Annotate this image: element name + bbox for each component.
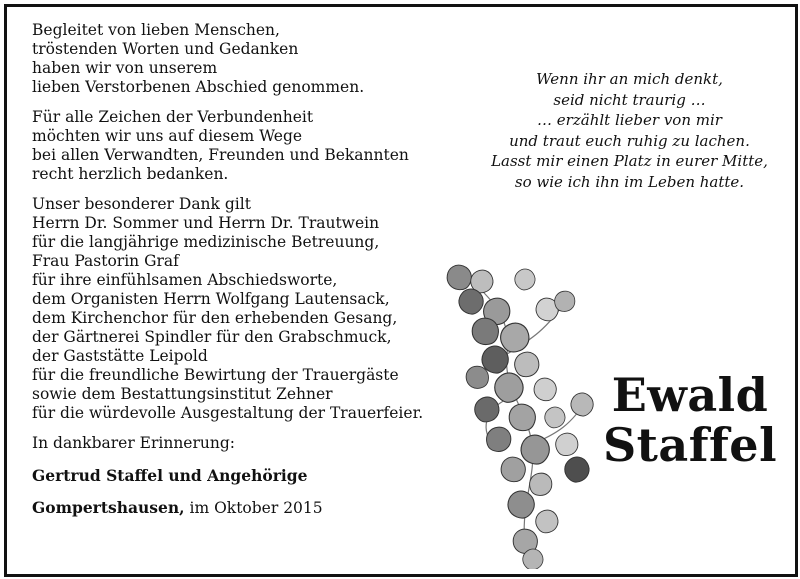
text-line: lieben Verstorbenen Abschied genommen. — [32, 78, 365, 96]
text-line: dem Kirchenchor für den erhebenden Gesang, — [32, 309, 398, 327]
text-line: recht herzlich bedanken. — [32, 165, 229, 183]
text-line: der Gärtnerei Spindler für den Grabschmuck, — [32, 328, 392, 346]
place: Gompertshausen, — [32, 498, 185, 517]
ivy-vine-icon — [437, 259, 612, 569]
text-line: Frau Pastorin Graf — [32, 252, 179, 270]
signatories: Gertrud Staffel und Angehörige — [32, 466, 308, 485]
text-line: für die langjährige medizinische Betreuung, — [32, 233, 380, 251]
text-line: bei allen Verwandten, Freunden und Bekannten — [32, 146, 409, 164]
paragraph-accompanied — [32, 21, 452, 97]
deceased-name — [595, 370, 785, 470]
thank-you-text — [32, 21, 452, 518]
poem-line: Lasst mir einen Platz in eurer Mitte, — [491, 152, 768, 170]
text-line: sowie dem Bestattungsinstitut Zehner — [32, 385, 333, 403]
text-line: möchten wir uns auf diesem Wege — [32, 127, 303, 145]
paragraph-gratitude — [32, 108, 452, 184]
poem-line: Wenn ihr an mich denkt, — [536, 70, 723, 88]
place-date-line — [32, 498, 452, 518]
closing-intro: In dankbarer Erinnerung: — [32, 434, 235, 452]
poem-quote — [477, 69, 782, 192]
last-name: Staffel — [602, 418, 778, 472]
text-line: für die würdevolle Ausgestaltung der Trauerfeier. — [32, 404, 424, 422]
text-line: für die freundliche Bewirtung der Trauergäste — [32, 366, 399, 384]
first-name: Ewald — [611, 368, 769, 422]
obituary-card — [4, 4, 798, 577]
poem-line: und traut euch ruhig zu lachen. — [509, 131, 750, 150]
text-line: der Gaststätte Leipold — [32, 347, 208, 365]
text-line: Unser besonderer Dank gilt — [32, 195, 251, 213]
text-line: tröstenden Worten und Gedanken — [32, 40, 299, 58]
text-line: Herrn Dr. Sommer und Herrn Dr. Trautwein — [32, 214, 380, 232]
text-line: haben wir von unserem — [32, 59, 218, 77]
text-line: Begleitet von lieben Menschen, — [32, 21, 280, 39]
paragraph-special-thanks — [32, 195, 452, 423]
poem-line: seid nicht traurig … — [553, 90, 706, 109]
poem-line: so wie ich ihn im Leben hatte. — [514, 172, 745, 191]
text-line: Für alle Zeichen der Verbundenheit — [32, 108, 314, 126]
text-line: für ihre einfühlsamen Abschiedsworte, — [32, 271, 338, 289]
text-line: dem Organisten Herrn Wolfgang Lautensack, — [32, 290, 390, 308]
poem-line: … erzählt lieber von mir — [537, 111, 722, 129]
date: im Oktober 2015 — [189, 499, 323, 517]
